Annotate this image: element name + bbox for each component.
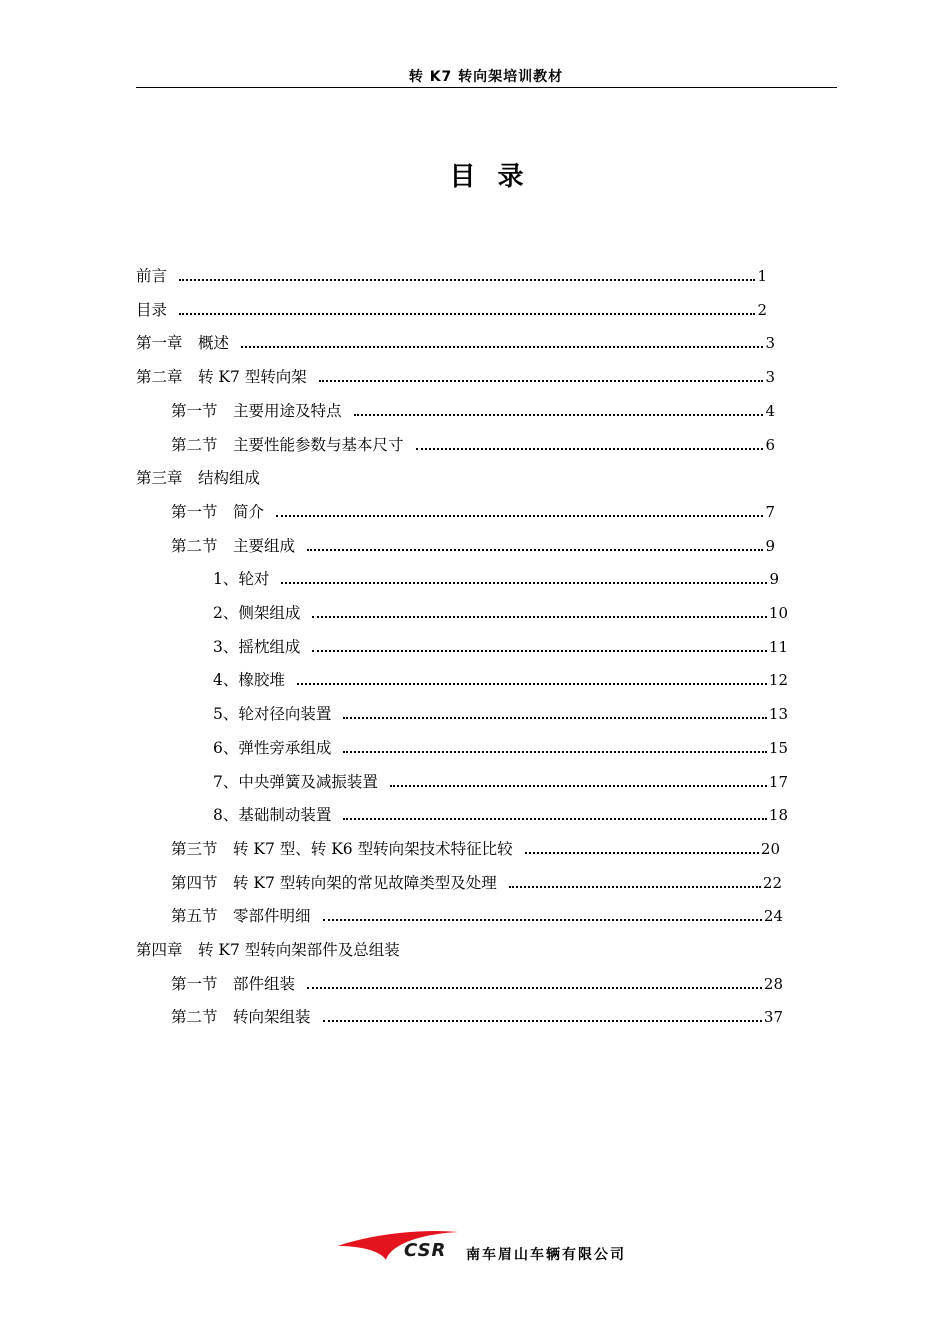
toc-entry-page: 3 <box>765 334 775 353</box>
toc-leader-dots <box>416 448 764 450</box>
toc-entry-page: 1 <box>757 267 767 285</box>
toc-entry <box>136 936 400 960</box>
csr-logo-text: CSR <box>404 1240 447 1261</box>
toc-entry-label: 第五节 零部件明细 <box>171 907 311 926</box>
toc-entry <box>171 498 775 522</box>
toc-leader-dots <box>312 616 767 618</box>
toc-entry-page: 12 <box>768 671 788 690</box>
toc-entry <box>136 296 767 320</box>
toc-entry <box>136 363 775 387</box>
toc-leader-dots <box>343 751 767 753</box>
toc-entry-label: 第四节 转 K7 型转向架的常见故障类型及处理 <box>171 873 497 892</box>
toc-leader-dots <box>276 515 763 517</box>
running-header: 转 K7 转向架培训教材 <box>408 69 564 85</box>
toc-entry-label: 第二章 转 K7 型转向架 <box>136 368 307 387</box>
toc-leader-dots <box>354 414 764 416</box>
toc-entry <box>171 869 782 893</box>
toc-entry <box>136 329 775 353</box>
footer-logo <box>336 1226 656 1270</box>
toc-entry-label: 1、轮对 <box>213 570 270 589</box>
toc-leader-dots <box>312 650 767 652</box>
toc-entry-label: 第二节 转向架组装 <box>171 1008 311 1027</box>
header-rule <box>136 87 837 88</box>
toc-leader-dots <box>323 1020 762 1022</box>
toc-entry-label: 8、基础制动装置 <box>213 806 332 825</box>
toc-entry-page: 11 <box>768 637 788 656</box>
toc-entry-page: 37 <box>763 1008 783 1027</box>
toc-entry <box>171 835 780 859</box>
toc-leader-dots <box>390 785 767 787</box>
toc-leader-dots <box>343 818 767 820</box>
toc-entry <box>213 700 788 724</box>
toc-entry-label: 2、侧架组成 <box>213 604 301 622</box>
toc-leader-dots <box>525 852 759 854</box>
toc-leader-dots <box>307 987 762 989</box>
toc-entry-label: 5、轮对径向装置 <box>213 705 332 724</box>
toc-entry-page: 3 <box>765 368 775 387</box>
toc-entry <box>213 565 779 589</box>
toc-entry-page: 9 <box>769 570 779 589</box>
toc-entry-label: 第一节 简介 <box>171 502 265 521</box>
toc-entry-page: 20 <box>760 839 780 858</box>
toc-entry-label: 3、摇枕组成 <box>213 637 301 656</box>
toc-entry-label: 7、中央弹簧及减振装置 <box>213 772 378 791</box>
toc-entry-page: 9 <box>765 536 775 555</box>
toc-title: 目录 <box>449 162 546 192</box>
toc-entry-label: 第二节 主要组成 <box>171 536 296 555</box>
toc-entry <box>213 633 788 657</box>
toc-leader-dots <box>179 313 755 315</box>
toc-entry-label: 第一节 部件组装 <box>171 974 296 993</box>
toc-entry-page: 15 <box>768 738 788 757</box>
toc-leader-dots <box>297 683 767 685</box>
toc-entry-label: 第二节 主要性能参数与基本尺寸 <box>171 435 404 454</box>
toc-entry-page: 10 <box>768 604 788 622</box>
toc-entry-label: 第三节 转 K7 型、转 K6 型转向架技术特征比较 <box>171 839 513 858</box>
toc-leader-dots <box>179 279 755 281</box>
toc-entry-page: 7 <box>765 502 775 521</box>
toc-entry-label: 第一章 概述 <box>136 334 230 353</box>
toc-entry-label: 目录 <box>136 300 168 319</box>
toc-entry-page: 2 <box>757 300 767 319</box>
toc-entry <box>136 262 767 286</box>
toc-entry-page: 18 <box>768 806 788 825</box>
toc-entry-label: 6、弹性旁承组成 <box>213 738 332 757</box>
toc-entry <box>171 397 775 421</box>
toc-entry <box>213 734 788 758</box>
csr-swoosh-icon <box>336 1226 466 1270</box>
toc-leader-dots <box>319 380 764 382</box>
toc-entry-label: 第三章 结构组成 <box>136 469 261 488</box>
toc-entry-page: 6 <box>765 435 775 454</box>
toc-entry-label: 第四章 转 K7 型转向架部件及总组装 <box>136 941 400 959</box>
toc-entry <box>171 1003 783 1027</box>
company-name: 南车眉山车辆有限公司 <box>466 1247 626 1263</box>
toc-entry <box>213 768 788 792</box>
toc-entry <box>213 666 788 690</box>
toc-entry <box>136 464 260 488</box>
toc-entry-label: 4、橡胶堆 <box>213 671 285 690</box>
toc-entry <box>171 970 783 994</box>
toc-leader-dots <box>307 549 763 551</box>
toc-leader-dots <box>281 582 767 584</box>
toc-entry <box>213 599 788 623</box>
toc-leader-dots <box>509 886 761 888</box>
toc-entry-page: 17 <box>768 772 788 791</box>
toc-leader-dots <box>323 919 762 921</box>
toc-entry-page: 24 <box>763 907 783 926</box>
toc-entry <box>171 902 783 926</box>
toc-entry-page: 28 <box>763 974 783 993</box>
toc-entry-page: 22 <box>762 873 782 892</box>
toc-entry <box>213 801 788 825</box>
toc-entry-page: 4 <box>765 401 775 420</box>
toc-leader-dots <box>241 346 763 348</box>
toc-entry-page: 13 <box>768 705 788 724</box>
toc-entry <box>171 431 775 455</box>
toc-entry-label: 前言 <box>136 267 168 285</box>
toc-entry <box>171 532 775 556</box>
toc-entry-label: 第一节 主要用途及特点 <box>171 401 342 420</box>
toc-leader-dots <box>343 717 767 719</box>
